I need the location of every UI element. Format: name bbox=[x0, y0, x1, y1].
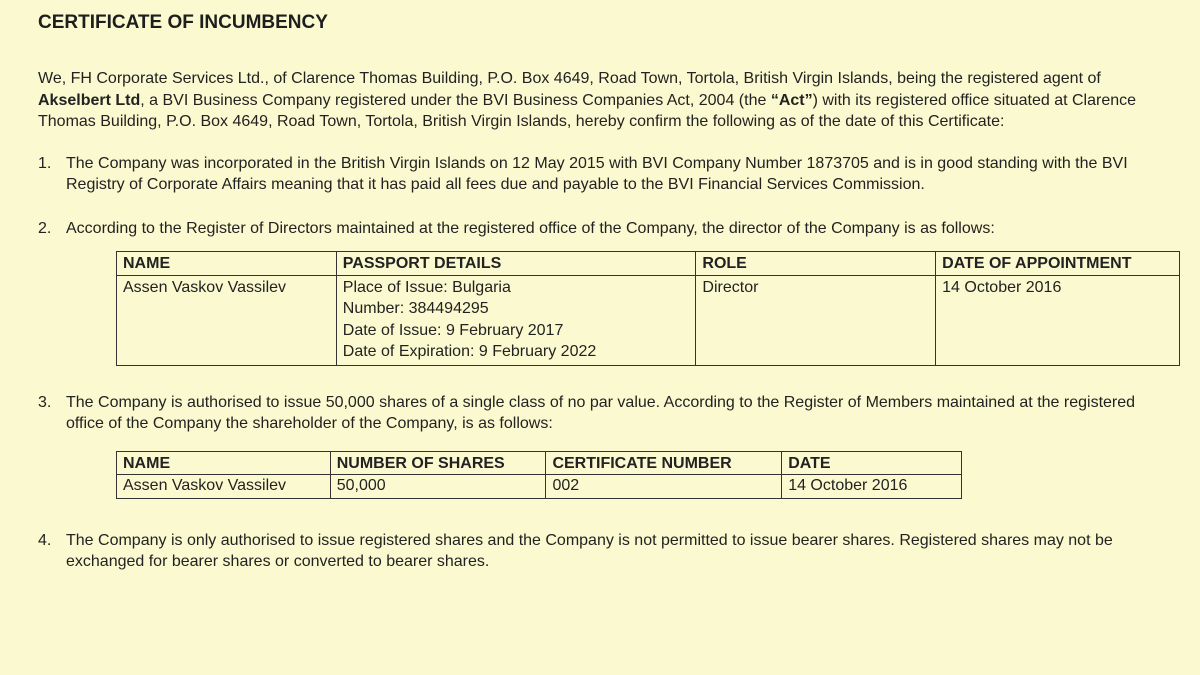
act-term: “Act” bbox=[770, 91, 813, 109]
passport-expiration-date: Date of Expiration: 9 February 2022 bbox=[342, 343, 597, 360]
share-date: 14 October 2016 bbox=[782, 475, 962, 499]
item-number: 2. bbox=[38, 219, 52, 237]
column-header: DATE OF APPOINTMENT bbox=[936, 252, 1180, 276]
column-header: CERTIFICATE NUMBER bbox=[546, 451, 782, 475]
certificate-number: 002 bbox=[546, 475, 782, 499]
passport-issue-date: Date of Issue: 9 February 2017 bbox=[342, 321, 564, 339]
intro-paragraph bbox=[38, 68, 1166, 133]
item-text: The Company is only authorised to issue registered shares and the Company is not permitted to issue bearer shares. Registered shares may not be exchanged for bearer shares or converted to bearer shares. bbox=[66, 531, 1113, 570]
item-number: 1. bbox=[38, 154, 52, 172]
intro-text-1: We, FH Corporate Services Ltd., of Clarence Thomas Building, P.O. Box 4649, Road Town, Tortola, British Virgin Islands, being the registered agent of bbox=[38, 70, 1101, 87]
item-number: 4. bbox=[38, 531, 52, 549]
passport-details bbox=[336, 275, 696, 365]
table-header-row bbox=[117, 451, 962, 475]
column-header: NUMBER OF SHARES bbox=[330, 451, 546, 475]
item-number: 3. bbox=[38, 393, 52, 411]
item-text: The Company is authorised to issue 50,000 shares of a single class of no par value. According to the Register of Members maintained at the registered office of the Company the shareholder of the Company, is as follows: bbox=[66, 393, 1136, 432]
intro-text-3: ) with its registered office situated at Clarence Thomas Building, P.O. Box 4649, Road Town, Tortola, British Virgin Islands, hereby confirm the following as of the date of this Certificate: bbox=[38, 91, 1137, 130]
column-header: ROLE bbox=[696, 252, 936, 276]
appointment-date: 14 October 2016 bbox=[936, 275, 1180, 365]
column-header: NAME bbox=[117, 252, 337, 276]
list-item bbox=[38, 530, 1166, 573]
director-name: Assen Vaskov Vassilev bbox=[117, 275, 337, 365]
table-header-row bbox=[117, 252, 1180, 276]
document-title: CERTIFICATE OF INCUMBENCY bbox=[38, 12, 328, 33]
table-row bbox=[117, 275, 1180, 365]
column-header: NAME bbox=[117, 451, 331, 475]
passport-number: Number: 384494295 bbox=[342, 300, 489, 317]
item-text: The Company was incorporated in the British Virgin Islands on 12 May 2015 with BVI Company Number 1873705 and is in good standing with the BVI Registry of Corporate Affairs meaning that it has paid all fees due and payable to the BVI Financial Services Commission. bbox=[66, 154, 1128, 193]
passport-place: Place of Issue: Bulgaria bbox=[342, 278, 511, 296]
directors-table bbox=[116, 251, 1180, 366]
item-text: According to the Register of Directors maintained at the registered office of the Company, the director of the Company is as follows: bbox=[66, 219, 995, 237]
list-item bbox=[38, 218, 1166, 240]
shareholder-name: Assen Vaskov Vassilev bbox=[117, 475, 331, 499]
company-name: Akselbert Ltd bbox=[38, 91, 141, 109]
table-row bbox=[117, 475, 962, 499]
column-header: DATE bbox=[782, 451, 962, 475]
intro-text-2: , a BVI Business Company registered under the BVI Business Companies Act, 2004 (the bbox=[140, 91, 771, 109]
list-item bbox=[38, 153, 1166, 196]
column-header: PASSPORT DETAILS bbox=[336, 252, 696, 276]
number-of-shares: 50,000 bbox=[330, 475, 546, 499]
shares-table bbox=[116, 451, 962, 499]
list-item bbox=[38, 392, 1166, 435]
director-role: Director bbox=[696, 275, 936, 365]
